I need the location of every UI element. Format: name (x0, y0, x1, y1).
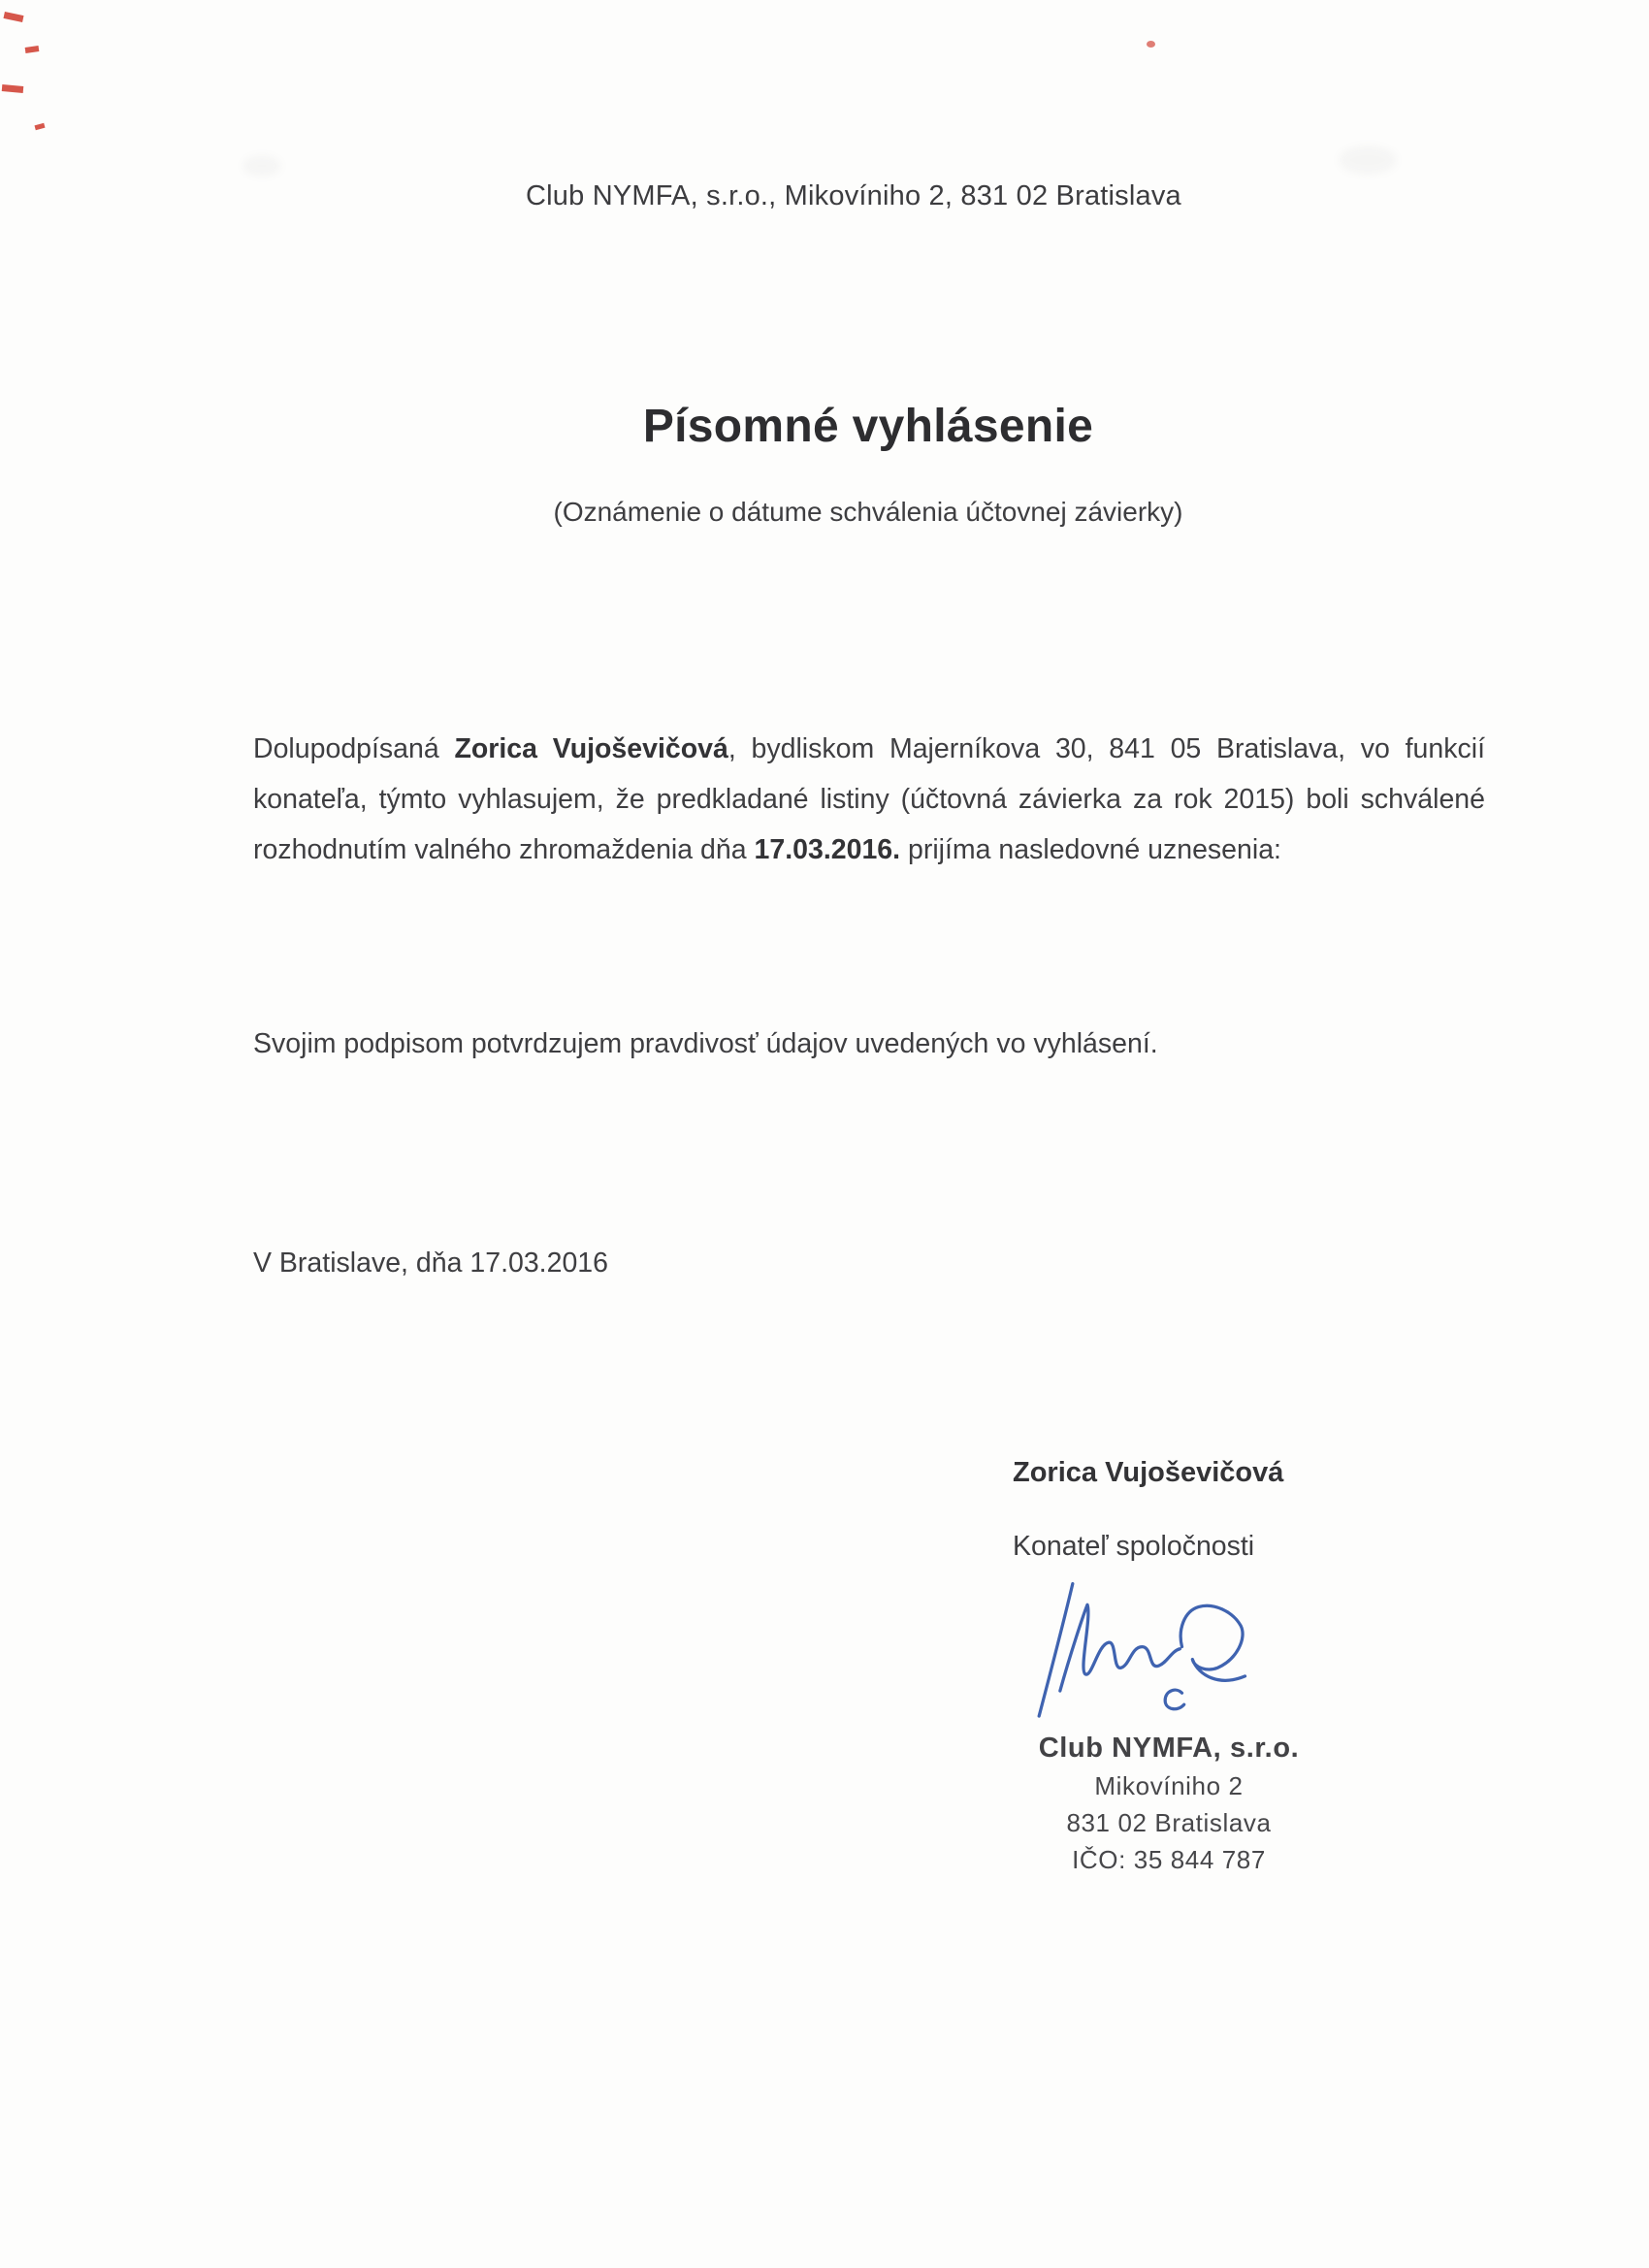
stamp-city: 831 02 Bratislava (1066, 1808, 1272, 1837)
company-stamp (1004, 1733, 1334, 1882)
declaration-text-3: prijíma nasledovné uznesenia: (900, 834, 1281, 865)
scan-artifact (1147, 41, 1155, 48)
scan-artifact (3, 12, 23, 22)
signatory-name: Zorica Vujoševičová (1013, 1457, 1284, 1488)
company-header: Club NYMFA, s.r.o., Mikovíniho 2, 831 02 Bratislava (526, 180, 1181, 211)
stamp-street: Mikovíniho 2 (1094, 1771, 1244, 1800)
declaration-paragraph (253, 724, 1485, 875)
stamp-company-name: Club NYMFA, s.r.o. (1038, 1733, 1300, 1764)
declaration-text-2: , bydliskom Majerníkova 30, 841 05 Bratislava, vo funkcií konateľa, týmto vyhlasujem, že predkladané listiny (účtovná závierka za rok 2015) boli schválené rozhodnutím valného zhromaždenia dňa (253, 733, 1486, 865)
scan-smudge (242, 155, 281, 177)
handwritten-signature (1024, 1566, 1277, 1726)
signatory-role: Konateľ spoločnosti (1013, 1531, 1255, 1562)
approval-date: 17.03.2016. (754, 834, 901, 865)
scan-artifact (25, 46, 40, 53)
scan-artifact (2, 84, 24, 93)
scan-smudge (1339, 146, 1397, 175)
place-date-line: V Bratislave, dňa 17.03.2016 (253, 1247, 609, 1279)
document-title: Písomné vyhlásenie (642, 401, 1094, 452)
scan-artifact (35, 123, 46, 130)
confirmation-paragraph: Svojim podpisom potvrdzujem pravdivosť údajov uvedených vo vyhlásení. (253, 1028, 1158, 1059)
declarant-name: Zorica Vujoševičová (454, 733, 728, 764)
declaration-text-1: Dolupodpísaná (253, 733, 455, 764)
title-area (253, 400, 1483, 453)
document-subtitle: (Oznámenie o dátume schválenia účtovnej závierky) (553, 497, 1183, 527)
stamp-ico: IČO: 35 844 787 (1072, 1845, 1266, 1874)
